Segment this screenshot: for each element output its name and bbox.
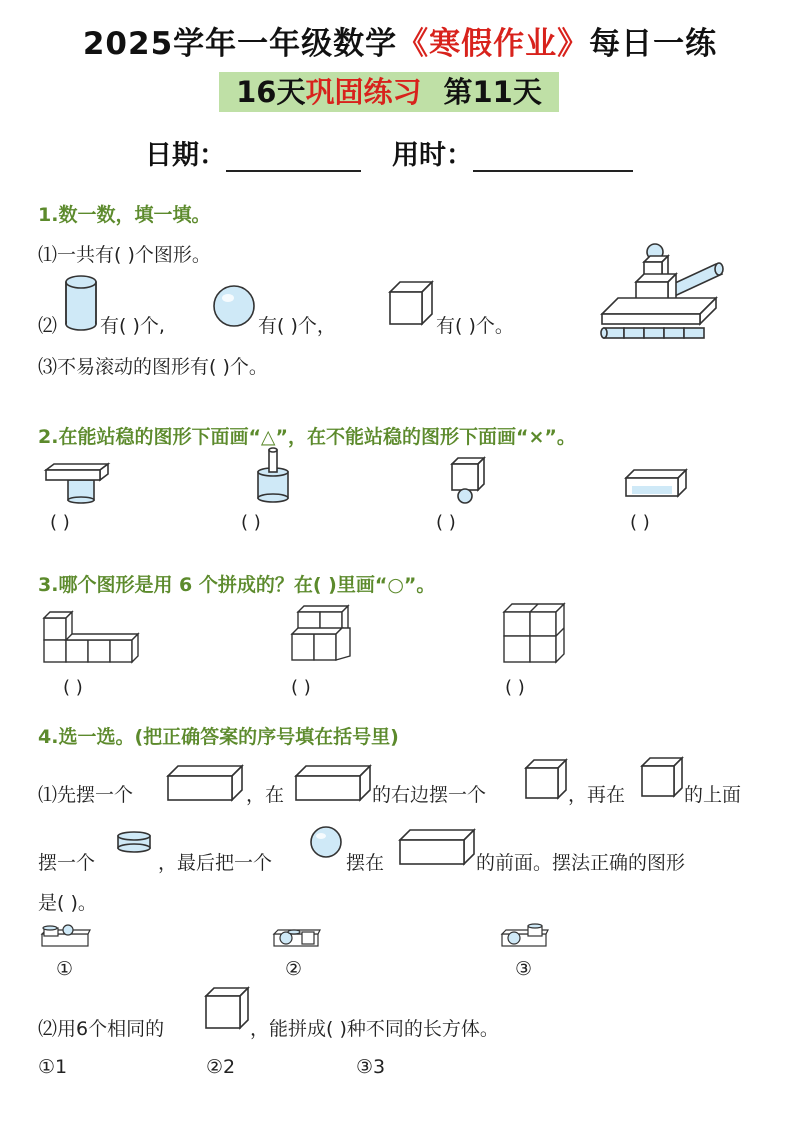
q3-blank-2[interactable]: ( ) xyxy=(291,677,311,698)
q4-p2-b: ，能拼成( )种不同的长方体。 xyxy=(250,1018,499,1040)
cuboid-icon-2 xyxy=(294,764,372,804)
date-field xyxy=(145,133,361,172)
stacked-cubes-figure xyxy=(290,604,356,666)
subtitle-red: 巩固练习 xyxy=(305,75,422,109)
option-3-label[interactable]: ③ xyxy=(515,958,533,980)
cylinder-icon xyxy=(64,274,98,332)
time-field xyxy=(392,133,633,172)
option-1-label[interactable]: ① xyxy=(56,958,74,980)
q3-blank-3[interactable]: ( ) xyxy=(505,677,525,698)
q4-s1-a: ⑴先摆一个 xyxy=(38,784,134,806)
date-label: 日期： xyxy=(145,140,226,171)
sphere-icon-2 xyxy=(308,826,346,862)
title-red-text: 《寒假作业》 xyxy=(397,26,590,62)
q2-blank-4[interactable]: ( ) xyxy=(630,512,650,533)
q1-cylinder-count: 有( )个, xyxy=(100,315,165,337)
page-title xyxy=(0,18,800,63)
q4-heading: 4.选一选。(把正确答案的序号填在括号里) xyxy=(38,726,399,748)
answer-option-3[interactable]: ③3 xyxy=(356,1056,386,1078)
flat-box-icon xyxy=(624,468,690,500)
sphere-icon xyxy=(212,284,256,328)
q2-blank-3[interactable]: ( ) xyxy=(436,512,456,533)
subtitle-banner xyxy=(219,72,559,112)
option-2-label[interactable]: ② xyxy=(285,958,303,980)
q1-sphere-count: 有( )个， xyxy=(258,315,336,337)
cube-on-sphere-icon xyxy=(448,456,488,504)
cuboid-icon xyxy=(166,764,244,804)
l-shape-cubes-figure xyxy=(42,604,142,666)
q4-p2-a: ⑵用6个相同的 xyxy=(38,1018,165,1040)
q4-s2-a: 摆一个 xyxy=(38,852,96,874)
q2-blank-2[interactable]: ( ) xyxy=(241,512,261,533)
cube-icon-4 xyxy=(204,986,250,1030)
option-3-figure xyxy=(500,922,550,950)
tank-shape-figure xyxy=(598,242,738,350)
time-blank[interactable] xyxy=(473,140,633,172)
answer-option-2[interactable]: ②2 xyxy=(206,1056,236,1078)
time-label: 用时： xyxy=(392,140,473,171)
q2-heading: 2.在能站稳的图形下面画“△”，在不能站稳的图形下面画“×”。 xyxy=(38,426,576,448)
q4-s2-b: ，最后把一个 xyxy=(158,852,273,874)
cuboid-icon-3 xyxy=(398,828,476,868)
q3-heading: 3.哪个图形是用 6 个拼成的？在( )里画“○”。 xyxy=(38,574,436,596)
short-cylinder-icon xyxy=(116,830,152,854)
date-blank[interactable] xyxy=(226,140,361,172)
answer-option-1[interactable]: ①1 xyxy=(38,1056,68,1078)
cylinder-on-cylinder-icon xyxy=(254,446,296,502)
title-text: 2025学年一年级数学 xyxy=(82,26,398,62)
q1-part3: ⑶不易滚动的图形有( )个。 xyxy=(38,356,268,378)
q1-part1: ⑴一共有( )个图形。 xyxy=(38,244,211,266)
cube-icon-2 xyxy=(524,758,568,800)
q4-s1-c: 的右边摆一个 xyxy=(372,784,487,806)
title-text-end: 每日一练 xyxy=(589,26,718,62)
q3-blank-1[interactable]: ( ) xyxy=(63,677,83,698)
option-2-figure xyxy=(272,926,320,950)
flat-box-on-cylinder-icon xyxy=(44,462,112,504)
cube-icon-3 xyxy=(640,756,684,798)
q4-s1-e: 的上面 xyxy=(684,784,742,806)
q4-s1-b: ，在 xyxy=(246,784,285,806)
subtitle-day-num: 第11天 xyxy=(443,75,542,109)
q2-blank-1[interactable]: ( ) xyxy=(50,512,70,533)
q4-s2-c: 摆在 xyxy=(346,852,385,874)
q4-s1-d: ，再在 xyxy=(568,784,626,806)
cube-icon xyxy=(388,280,434,326)
option-1-figure xyxy=(40,924,90,950)
q1-heading: 1.数一数，填一填。 xyxy=(38,204,211,226)
q1-part2-num: ⑵ xyxy=(38,315,58,337)
cube-block-figure xyxy=(502,602,566,666)
subtitle-days: 16天 xyxy=(236,75,306,109)
q4-s3: 是( )。 xyxy=(38,892,97,914)
q1-cube-count: 有( )个。 xyxy=(436,315,514,337)
q4-s2-d: 的前面。摆法正确的图形 xyxy=(476,852,686,874)
